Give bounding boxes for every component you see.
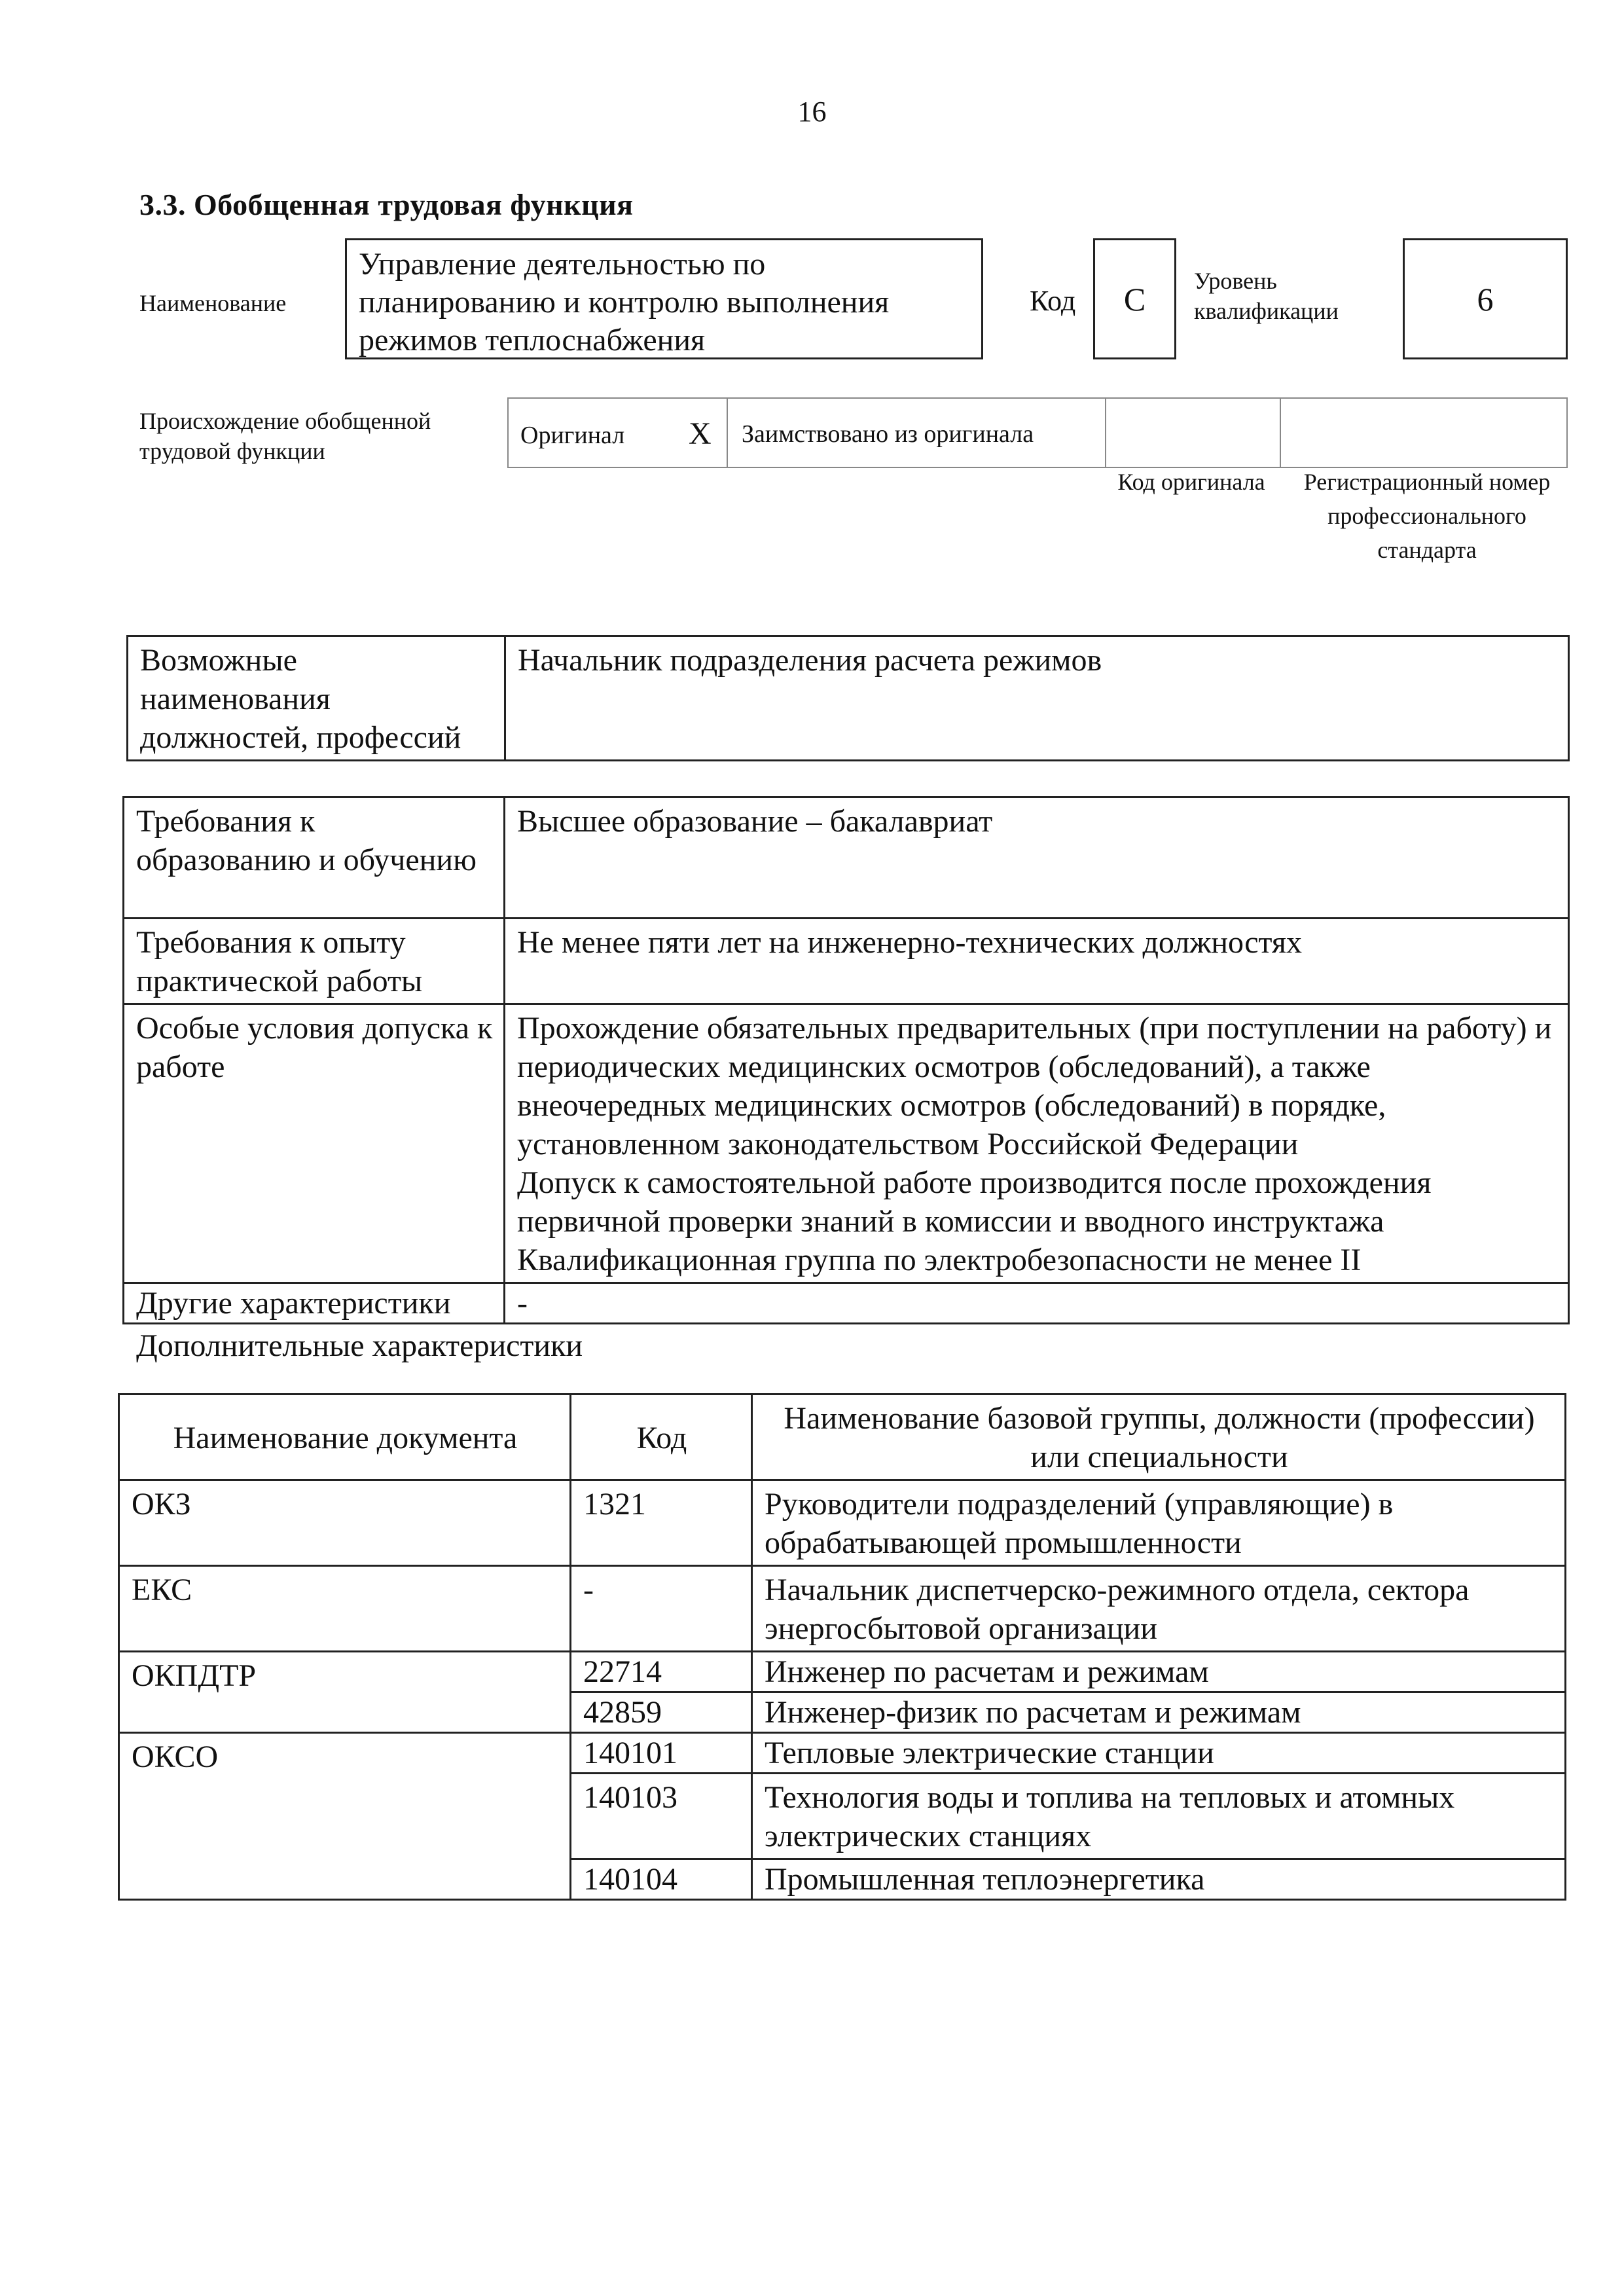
code-value: C <box>1123 280 1146 318</box>
code-cell: 22714 <box>571 1652 752 1692</box>
level-label: Уровень квалификации <box>1194 268 1339 324</box>
origin-label: Происхождение обобщенной трудовой функции <box>139 408 431 464</box>
doc-cell: ЕКС <box>119 1566 571 1652</box>
requirement-value: - <box>505 1283 1569 1324</box>
requirement-label: Другие характеристики <box>124 1283 505 1324</box>
name-cell: Инженер по расчетам и режимам <box>752 1652 1566 1692</box>
header-doc: Наименование документа <box>119 1394 571 1480</box>
requirement-line: Допуск к самостоятельной работе производится после прохождения первичной проверки знаний в комиссии и вводного инструктажа <box>517 1165 1432 1239</box>
code-label: Код <box>1030 285 1076 317</box>
table-row <box>119 1566 1566 1652</box>
positions-label: Возможные наименования должностей, профессий <box>128 636 505 761</box>
page-number: 16 <box>797 96 827 128</box>
origin-divider <box>727 397 728 468</box>
origin-divider <box>1280 397 1281 468</box>
code-cell: 42859 <box>571 1692 752 1733</box>
code-cell: - <box>571 1566 752 1652</box>
header-name: Наименование базовой группы, должности (профессии) или специальности <box>752 1394 1566 1480</box>
name-cell: Технология воды и топлива на тепловых и атомных электрических станциях <box>752 1774 1566 1859</box>
original-mark: X <box>689 416 712 451</box>
table-row <box>124 1283 1569 1324</box>
positions-value: Начальник подразделения расчета режимов <box>505 636 1569 761</box>
function-name-value: Управление деятельностью по планированию и контролю выполнения режимов теплоснабжения <box>359 247 890 357</box>
requirement-line: Прохождение обязательных предварительных (при поступлении на работу) и периодических медицинских осмотров (обследований), а также внеочередных медицинских осмотров (обследований) в порядке, установленном законодательством Российской Федерации <box>517 1011 1552 1161</box>
level-value: 6 <box>1477 280 1494 318</box>
code-original-caption: Код оригинала <box>1117 469 1265 495</box>
code-cell: 140104 <box>571 1859 752 1900</box>
section-title: 3.3. Обобщенная трудовая функция <box>139 188 634 221</box>
table-header-row <box>119 1394 1566 1480</box>
origin-box <box>507 397 1568 468</box>
positions-table <box>126 635 1570 761</box>
requirement-value <box>505 1004 1569 1283</box>
level-box <box>1403 238 1568 359</box>
table-row <box>119 1480 1566 1566</box>
code-cell: 140103 <box>571 1774 752 1859</box>
table-row <box>119 1652 1566 1692</box>
requirement-label: Особые условия допуска к работе <box>124 1004 505 1283</box>
name-cell: Инженер-физик по расчетам и режимам <box>752 1692 1566 1733</box>
name-cell: Руководители подразделений (управляющие) в обрабатывающей промышленности <box>752 1480 1566 1566</box>
additional-title: Дополнительные характеристики <box>136 1328 583 1363</box>
function-name-box <box>345 238 983 359</box>
borrowed-label: Заимствовано из оригинала <box>742 420 1034 448</box>
origin-divider <box>1105 397 1106 468</box>
requirement-value: Высшее образование – бакалавриат <box>505 797 1569 919</box>
requirements-table <box>122 796 1570 1324</box>
header-code: Код <box>571 1394 752 1480</box>
requirement-value: Не менее пяти лет на инженерно-технических должностях <box>505 919 1569 1004</box>
doc-cell: ОКПДТР <box>119 1652 571 1733</box>
doc-cell: ОКЗ <box>119 1480 571 1566</box>
requirement-line: Квалификационная группа по электробезопасности не менее II <box>517 1243 1362 1277</box>
code-cell: 1321 <box>571 1480 752 1566</box>
code-cell: 140101 <box>571 1733 752 1774</box>
name-cell: Тепловые электрические станции <box>752 1733 1566 1774</box>
table-row <box>128 636 1569 761</box>
table-row <box>119 1733 1566 1774</box>
additional-table <box>118 1393 1566 1901</box>
table-row <box>124 797 1569 919</box>
name-cell: Начальник диспетчерско-режимного отдела, сектора энергосбытовой организации <box>752 1566 1566 1652</box>
requirement-label: Требования к образованию и обучению <box>124 797 505 919</box>
reg-number-caption: Регистрационный номер профессионального стандарта <box>1303 469 1551 563</box>
name-label: Наименование <box>139 290 287 316</box>
requirement-label: Требования к опыту практической работы <box>124 919 505 1004</box>
code-box <box>1093 238 1176 359</box>
table-row <box>124 1004 1569 1283</box>
table-row <box>124 919 1569 1004</box>
original-label: Оригинал <box>520 422 625 449</box>
name-cell: Промышленная теплоэнергетика <box>752 1859 1566 1900</box>
doc-cell: ОКСО <box>119 1733 571 1900</box>
